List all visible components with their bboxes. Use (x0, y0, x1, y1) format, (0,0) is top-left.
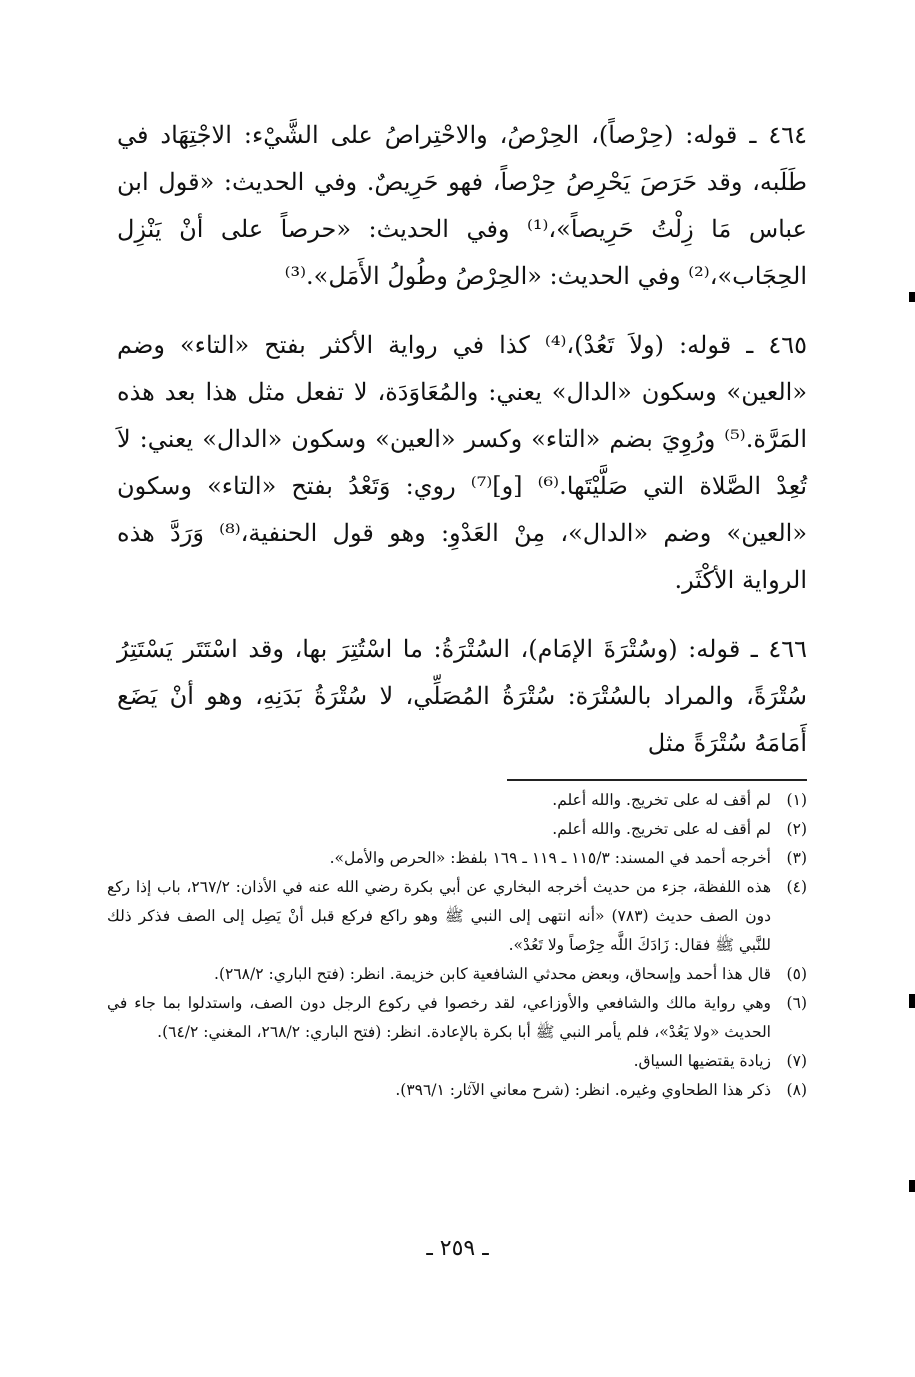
footnote-number: (٣) (786, 849, 807, 867)
footnote-text: هذه اللفظة، جزء من حديث أخرجه البخاري عن أبي بكرة رضي الله عنه في الأذان: ٢٦٧/٢، باب إذا ركع دون الصف حديث (٧٨٣) «أنه انتهى إلى النبي ﷺ وهو راكع فركع قبل أنْ يَصِل إلى الصف فذكر ذلك للنَّبي ﷺ فقال: زَادَكَ اللَّه حِرْصاً ولا تَعُدْ». (107, 878, 772, 954)
footnote-text: ذكر هذا الطحاوي وغيره. انظر: (شرح معاني الآثار: ٣٩٦/١). (395, 1081, 771, 1099)
footnote-1 (107, 786, 807, 815)
scan-edge-mark (909, 292, 915, 302)
scan-edge-mark (909, 1180, 915, 1192)
paragraph-465: ٤٦٥ ـ قوله: (ولاَ تَعُدْ)،⁽⁴⁾ كذا في رواية الأكثر بفتح «التاء» وضم «العين» وسكون «الدال» يعني: والمُعَاوَدَة، لا تفعل مثل هذا بعد هذه المَرَّة.⁽⁵⁾ ورُوِيَ بضم «التاء» وكسر «العين» وسكون «الدال» يعني: لاَ تُعِدْ الصَّلاة التي صَلَّيْتَها.⁽⁶⁾ [و]⁽⁷⁾ روي: وَتَعْدُ بفتح «التاء» وسكون «العين» وضم «الدال»، مِنْ العَدْوِ: وهو قول الحنفية،⁽⁸⁾ وَرَدَّ هذه الرواية الأكْثَر. (117, 331, 808, 594)
footnote-number: (٥) (786, 965, 807, 983)
footnotes (107, 786, 807, 1105)
footnote-separator (507, 779, 807, 781)
footnote-text: زيادة يقتضيها السياق. (633, 1052, 771, 1070)
footnote-text: قال هذا أحمد وإسحاق، وبعض محدثي الشافعية كابن خزيمة. انظر: (فتح الباري: ٢٦٨/٢). (214, 965, 771, 983)
footnote-7 (107, 1047, 807, 1076)
footnote-8 (107, 1076, 807, 1105)
footnote-4 (107, 873, 807, 960)
footnote-text: وهي رواية مالك والشافعي والأوزاعي، لقد رخصوا في ركوع الرجل دون الصف، واستدلوا بما جاء في الحديث «ولا يَعُدْ»، فلم يأمر النبي ﷺ أبا بكرة بالإعادة. انظر: (فتح الباري: ٢٦٨/٢، المغني: ٦٤/٢). (107, 994, 771, 1041)
main-text (117, 112, 807, 789)
scan-edge-mark (909, 994, 915, 1008)
footnote-number: (٧) (786, 1052, 807, 1070)
footnote-text: لم أقف له على تخريج. والله أعلم. (552, 791, 771, 809)
page-number: ـ ٢٥٩ ـ (426, 1236, 489, 1261)
footnote-number: (٢) (786, 820, 807, 838)
paragraph-464: ٤٦٤ ـ قوله: (حِرْصاً)، الحِرْصُ، والاحْتِراصُ على الشَّيْء: الاجْتِهَاد في طَلَبه، وقد حَرَصَ يَحْرِصُ حِرْصاً، فهو حَرِيصٌ. وفي الحديث: «قول ابن عباس مَا زِلْتُ حَرِيصاً»،⁽¹⁾ وفي الحديث: «حرصاً على أنْ يَنْزِل الحِجَاب»،⁽²⁾ وفي الحديث: «الحِرْصُ وطُولُ الأَمَل».⁽³⁾ (117, 121, 807, 290)
paragraph-466: ٤٦٦ ـ قوله: (وسُتْرَةَ الإمَام)، السُتْرَةُ: ما اسْتُتِرَ بها، وقد اسْتَتَر يَسْتَتِرُ سُتْرَةً، والمراد بالسُتْرَة: سُتْرَةُ المُصَلِّي، لا سُتْرَةُ بَدَنِهِ، وهو أنْ يَضَع أَمَامَهُ سُتْرَةً مثل (117, 635, 807, 757)
footnote-6 (107, 989, 807, 1047)
footnote-5 (107, 960, 807, 989)
footnote-text: أخرجه أحمد في المسند: ١١٥/٣ ـ ١١٩ ـ ١٦٩ بلفظ: «الحرص والأمل». (329, 849, 771, 867)
footnote-number: (١) (786, 791, 807, 809)
footnote-number: (٨) (786, 1081, 807, 1099)
footnote-number: (٦) (786, 994, 807, 1012)
footnote-number: (٤) (786, 878, 807, 896)
footnote-3 (107, 844, 807, 873)
footnote-2 (107, 815, 807, 844)
footnote-text: لم أقف له على تخريج. والله أعلم. (552, 820, 771, 838)
